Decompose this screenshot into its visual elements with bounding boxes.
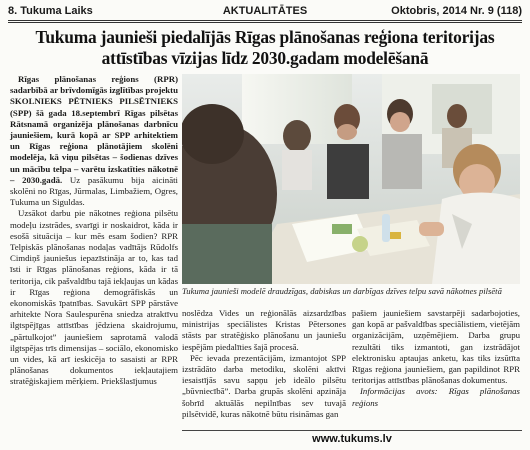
right-paragraph-1: pašiem jauniešiem savstarpēji sadarbojoties, gan kopā ar pašvaldības speciālistiem, vietējām organizācijām, uzņēmējiem. Darba grupu rezultāti tiks izmantoti, gan izstrādājot elektronisku aptaujas anketu, kas tiks izsūtīta Rīgas reģiona jauniešiem, gan papildinot RPR teritorijas attīstības plānošanas dokumentus. — [352, 308, 520, 386]
mid-paragraph-2: Pēc ievada prezentācijām, izmantojot SPP izstrādāto darba metodiku, skolēni aktīvi iesaistījās savu sapņu jeb ideālo pilsētu „būvniecībā”. Darba grupās skolēni apzināja šobrīd aktuālās nepilnības sev tuvajā pilsētvidē, kuras nākotnē būtu risināmas gan — [182, 352, 346, 419]
left-column — [10, 74, 178, 388]
footer-rule — [182, 430, 522, 431]
lead-text: Rīgas plānošanas reģions (RPR) sadarbībā ar brīvdomīgās izglītības projektu SKOLNIEKS PĒTNIEKS PILSĒTNIEKS (SPP) šā gada 18.septembrī Rīgas pilsētas Rātsnamā organizēja plānošanas darbnīcu jauniešiem, kurā kopā ar SPP arhitektiem un Rīgas reģiona plānotājiem skolēni modelēja, kā viņu pilsētas – šodienas dzīves un mācību telpa – varētu izskatīties nākotnē – 2030.gadā. — [10, 74, 178, 185]
header-rule — [8, 20, 522, 21]
left-paragraph-2: Uzsākot darbu pie nākotnes reģiona pilsētu modeļu izstrādes, svarīgi ir noskaidrot, kāda ir esošā situācija – kur mēs esam šodien? RPR Telpiskās plānošanas nodaļas vadītājs Rūdolfs Cimdiņš jauniešus iepazīstināja ar to, kas tad īsti ir Rīgas plānošanas reģions, kāda ir tā teritorija, cik pašvaldību tajā iekļaujas un kādas ir Rīgas reģiona demogrāfiskās un ekonomiskās īpatnības. Savukārt SPP pārstāve arhitekte Nora Saulespurēna sniedza atraktīvu ilgtspējīgas attīstības jēdziena skaidrojumu, „pārtulkojot” jauniešiem saprotamā valodā ilgtspējas trīs dimensijas – sociālo, ekonomisko un vides, kā arī ieskicēja to sasaisti ar RPR plānošanas dokumentos iekļautajiem stratēģiskajiem mērķiem. Priekšlasījumus — [10, 208, 178, 387]
right-column — [352, 308, 520, 409]
page-header — [8, 4, 522, 20]
section-title: AKTUALITĀTES — [222, 5, 308, 17]
article-photo — [182, 74, 520, 284]
photo-illustration — [182, 74, 520, 284]
page-number-paper-name: 8. Tukuma Laiks — [8, 5, 93, 17]
header-rule-2 — [8, 22, 522, 23]
issue-info: Oktobris, 2014 Nr. 9 (118) — [391, 5, 522, 17]
lead-paragraph — [10, 74, 178, 208]
middle-column — [182, 308, 346, 420]
lead-tail: Uz pasākumu bija aicināti skolēni no Rīgas, Jūrmalas, Limbažiem, Ogres, Tukuma un Siguldas. — [10, 174, 178, 208]
info-source: Informācijas avots: Rīgas plānošanas reģions — [352, 386, 520, 408]
photo-caption: Tukuma jaunieši modelē draudzīgas, dabiskas un darbīgas dzīves telpu savā nākotnes pilsētā — [182, 286, 502, 296]
footer-url: www.tukums.lv — [312, 433, 392, 445]
article-headline: Tukuma jaunieši piedalījās Rīgas plānošanas reģiona teritorijas attīstības vīzijas līdz 2030.gadam modelēšanā — [35, 27, 495, 68]
mid-paragraph-1: noslēdza Vides un reģionālās aizsardzības ministrijas speciālistes Kristas Pētersones stāsts par stratēģisko plānošanu un jauniešu iespējām piedalīties šajā procesā. — [182, 308, 346, 352]
